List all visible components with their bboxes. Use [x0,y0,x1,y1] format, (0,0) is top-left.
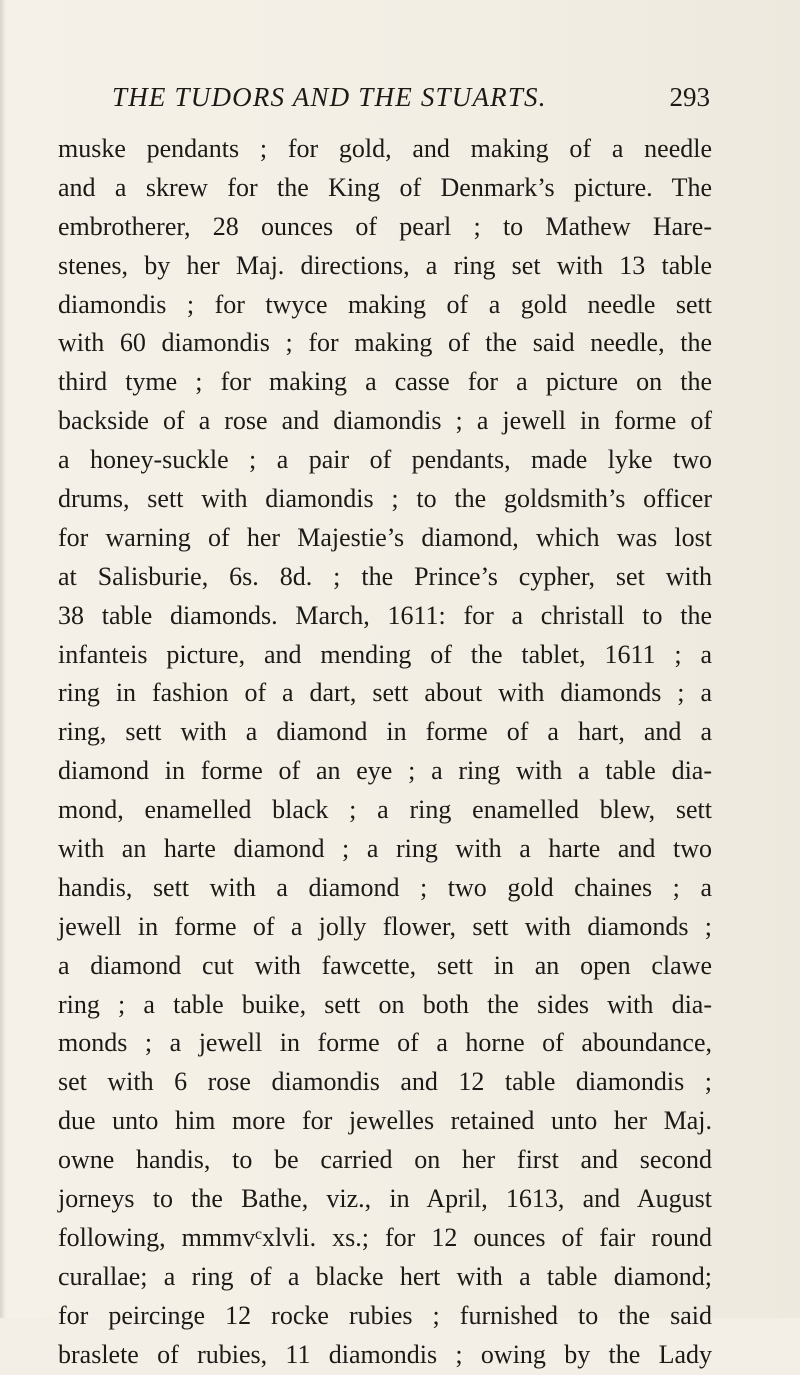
text-line: and a skrew for the King of Denmark’s picture. The [58,172,712,202]
text-line: embrotherer, 28 ounces of pearl ; to Mathew Hare- [58,211,712,241]
page-edge-shadow [0,0,6,1318]
text-line: for warning of her Majestie’s diamond, which was lost [58,522,712,552]
text-line: set with 6 rose diamondis and 12 table diamondis ; [58,1067,712,1097]
text-line: infanteis picture, and mending of the tablet, 1611 ; a [58,639,712,669]
text-line: jorneys to the Bathe, viz., in April, 1613, and August [58,1184,712,1214]
text-line: a diamond cut with fawcette, sett in an open clawe [58,950,712,980]
text-line: with 60 diamondis ; for making of the said needle, the [58,328,712,358]
text-line: mond, enamelled black ; a ring enamelled blew, sett [58,795,712,825]
text-line: diamond in forme of an eye ; a ring with a table dia- [58,756,712,786]
text-line: drums, sett with diamondis ; to the goldsmith’s officer [58,484,712,514]
text-line: diamondis ; for twyce making of a gold needle sett [58,289,712,319]
text-line: monds ; a jewell in forme of a horne of aboundance, [58,1028,712,1058]
page-number: 293 [669,82,710,112]
text-line: braslete of rubies, 11 diamondis ; owing by the Lady [58,1339,712,1369]
body-text [58,130,712,1375]
text-line: jewell in forme of a jolly flower, sett with diamonds ; [58,911,712,941]
text-line: with an harte diamond ; a ring with a harte and two [58,834,712,864]
text-line: third tyme ; for making a casse for a picture on the [58,367,712,397]
text-line: 38 table diamonds. March, 1611: for a christall to the [58,600,712,630]
text-line: stenes, by her Maj. directions, a ring set with 13 table [58,250,712,280]
text-line: muske pendants ; for gold, and making of a needle [58,134,712,163]
text-line: at Salisburie, 6s. 8d. ; the Prince’s cypher, set with [58,561,712,591]
text-line: following, mmmvᶜxlvli. xs.; for 12 ounces of fair round [58,1222,712,1252]
text-line: for peircinge 12 rocke rubies ; furnished to the said [58,1300,712,1330]
text-line: curallae; a ring of a blacke hert with a table diamond; [58,1261,712,1291]
text-line: backside of a rose and diamondis ; a jewell in forme of [58,406,712,436]
page-header [60,82,710,118]
text-line: owne handis, to be carried on her first and second [58,1145,712,1175]
text-line: handis, sett with a diamond ; two gold chaines ; a [58,872,712,902]
text-line: a honey-suckle ; a pair of pendants, made lyke two [58,445,712,475]
text-line: ring, sett with a diamond in forme of a hart, and a [58,717,712,747]
text-line: due unto him more for jewelles retained unto her Maj. [58,1106,712,1136]
running-head: THE TUDORS AND THE STUARTS. [112,82,547,112]
text-line: ring in fashion of a dart, sett about with diamonds ; a [58,678,712,708]
text-line: ring ; a table buike, sett on both the sides with dia- [58,989,712,1019]
